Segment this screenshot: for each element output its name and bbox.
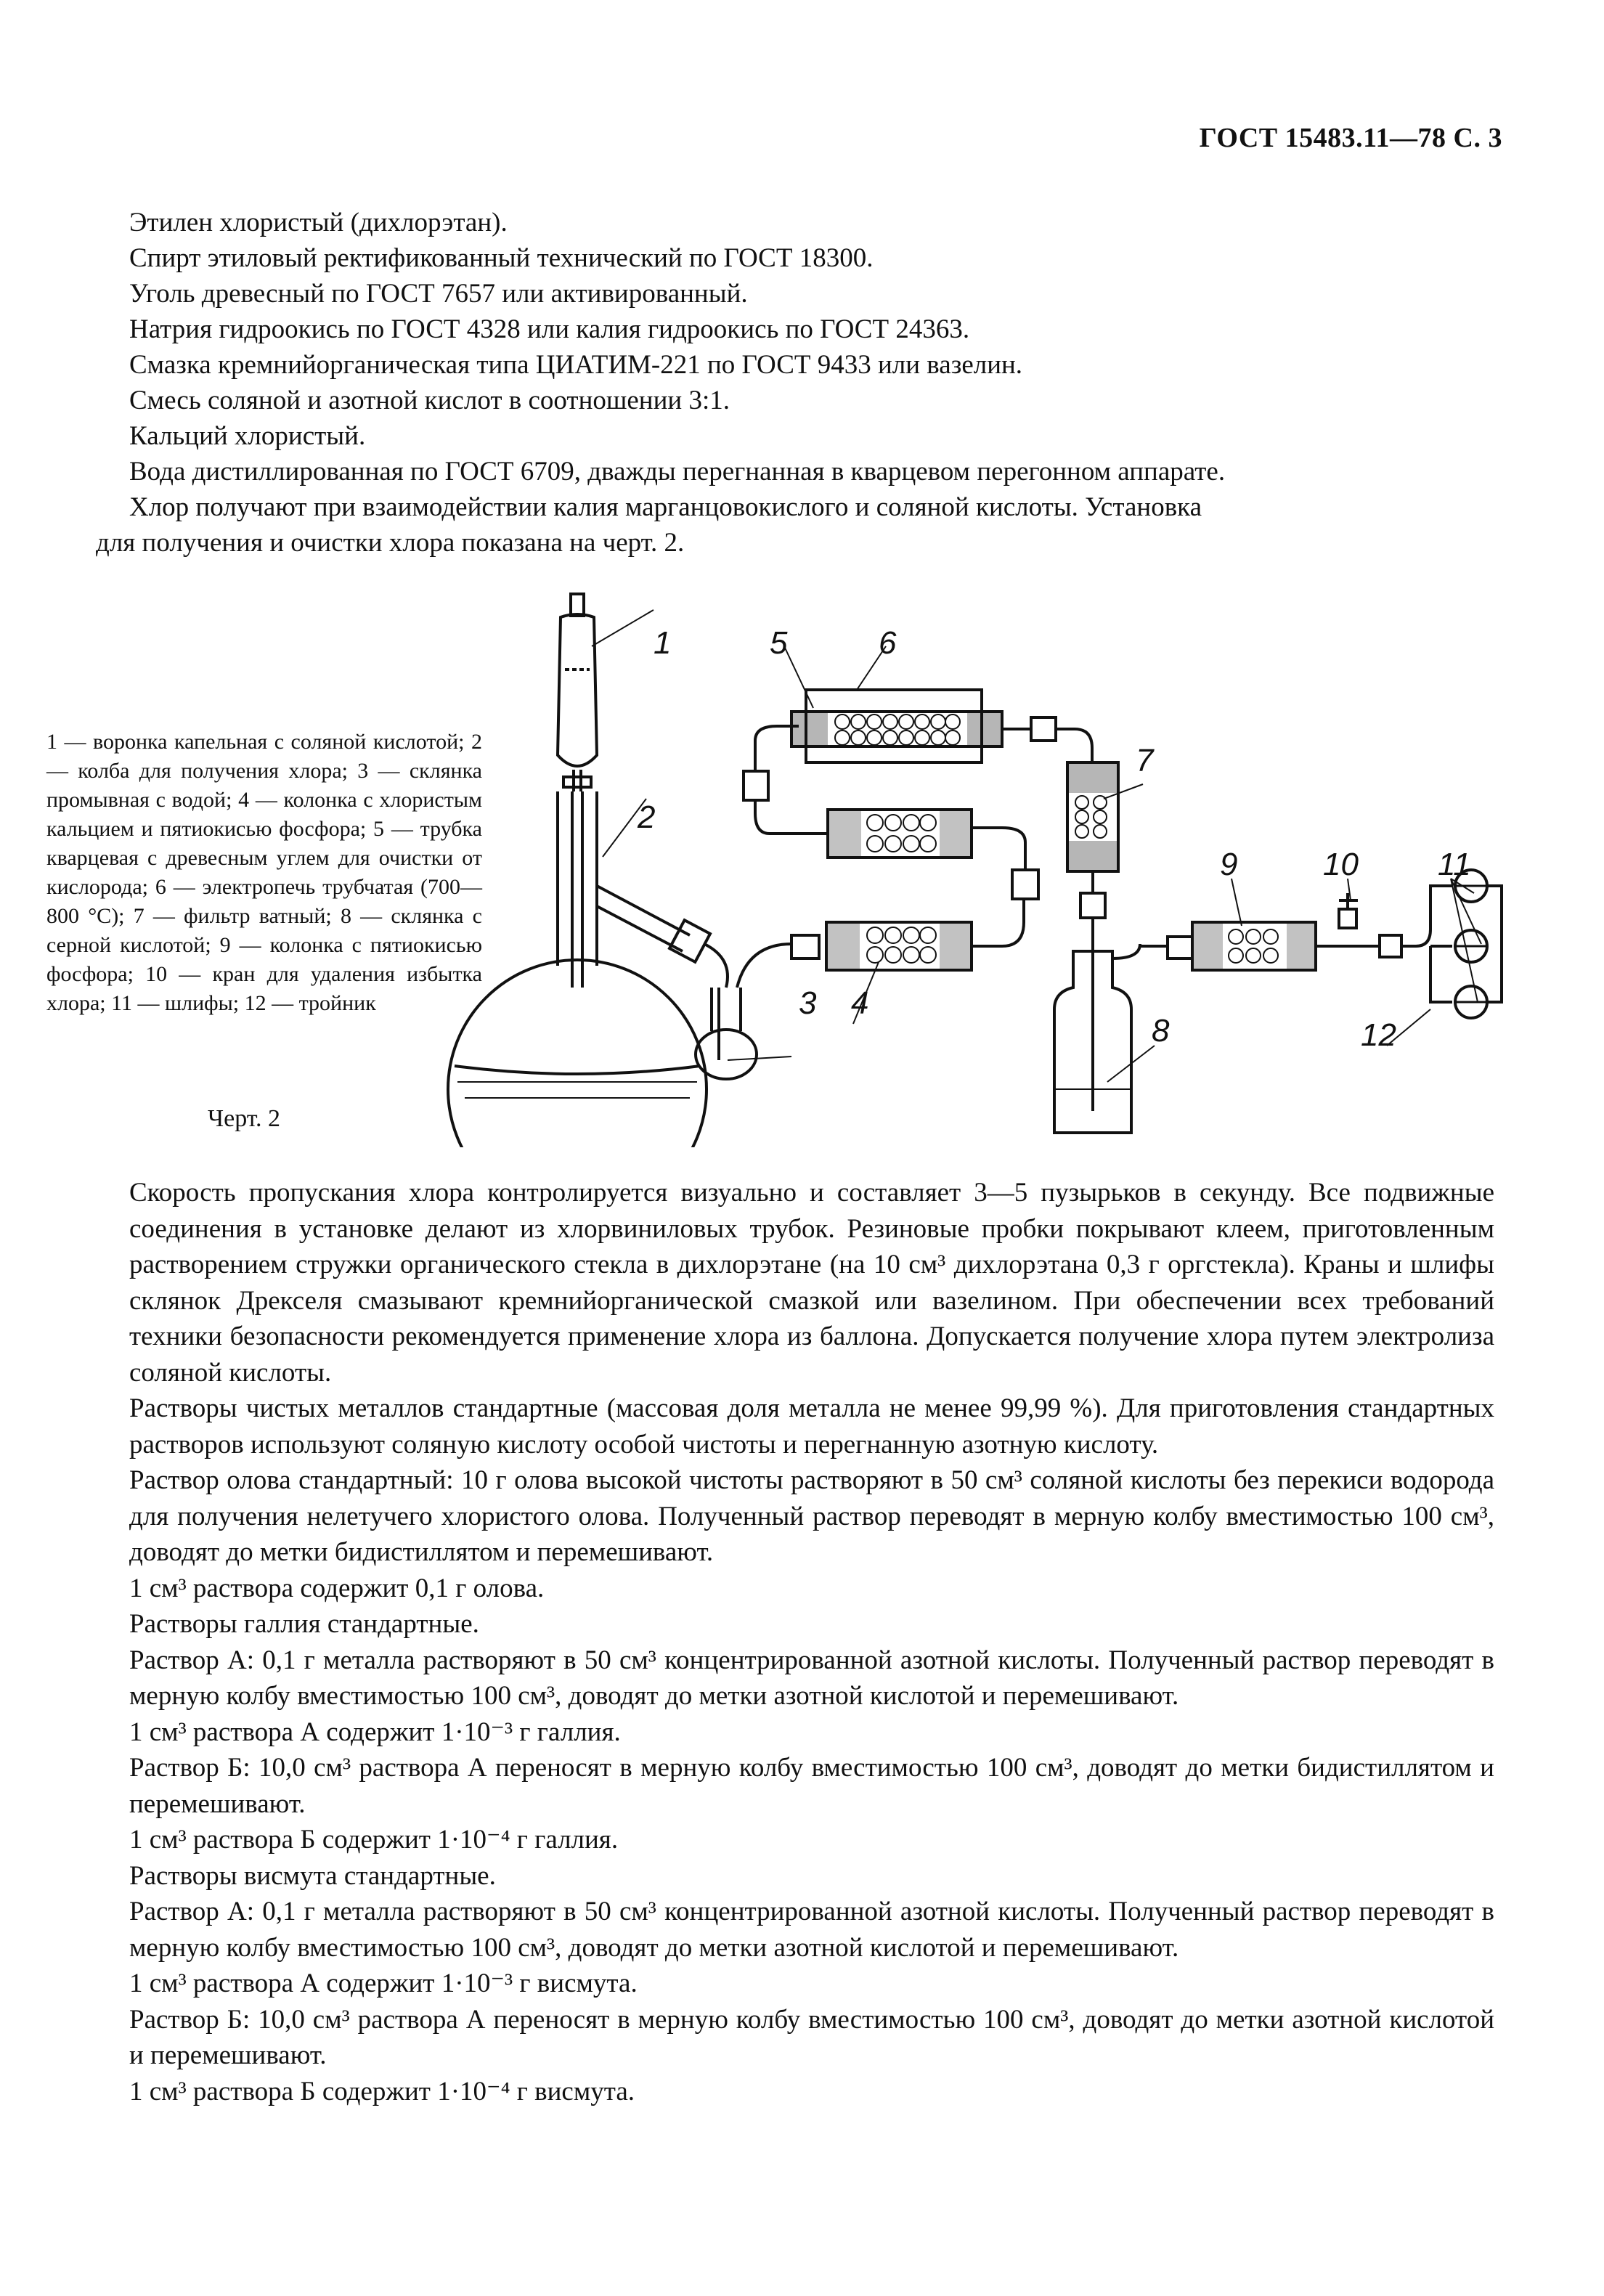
wash-bottle	[696, 1030, 757, 1079]
figure-caption: Черт. 2	[208, 1105, 281, 1132]
figure-legend: 1 — воронка капельная с соляной кислотой; 2 — колба для получения хлора; 3 — склянка промывная с водой; 4 — колонка с хлористым кальцием и пятиокисью фосфора; 5 — трубка кварцевая с древесным углем для очистки от кислорода; 6 — электропечь трубчатая (700—800 °С); 7 — фильтр ватный; 8 — склянка с серной кислотой; 9 — колонка с пятиокисью фосфора; 10 — кран для удаления избытка хлора; 11 — шлифы; 12 — тройник	[46, 730, 482, 1015]
material-item: Этилен хлористый (дихлорэтан).	[129, 208, 508, 237]
label-11: 11	[1438, 847, 1471, 882]
paragraph: Раствор олова стандартный: 10 г олова высокой чистоты растворяют в 50 см³ соляной кислоты без перекиси водорода для получения нелетучего хлористого олова. Полученный раствор переводят в мерную колбу вместимостью 100 см³, доводят до метки бидистиллятом и перемешивают.	[129, 1465, 1494, 1567]
label-7: 7	[1136, 743, 1154, 778]
page-header: ГОСТ 15483.11—78 С. 3	[1199, 123, 1502, 153]
ground-joints	[1455, 870, 1502, 1018]
label-4: 4	[851, 985, 869, 1021]
funnel-stopper	[571, 594, 584, 616]
paragraph: 1 см³ раствора Б содержит 1·10⁻⁴ г галлия.	[129, 1825, 619, 1855]
paragraph: 1 см³ раствора содержит 0,1 г олова.	[129, 1573, 545, 1603]
label-10: 10	[1323, 847, 1359, 882]
material-item: Смесь соляной и азотной кислот в соотношении 3:1.	[129, 386, 730, 415]
dropping-funnel	[558, 614, 597, 766]
material-item: Вода дистиллированная по ГОСТ 6709, дважды перегнанная в кварцевом перегонном аппарате.	[129, 457, 1226, 487]
materials-list	[96, 205, 1494, 561]
material-item: Кальций хлористый.	[129, 421, 366, 451]
body-text	[129, 1175, 1494, 2109]
round-bottom-flask	[448, 960, 707, 1147]
paragraph: Раствор А: 0,1 г металла растворяют в 50 см³ концентрированной азотной кислоты. Полученный раствор переводят в мерную колбу вместимостью 100 см³, доводят до метки азотной кислотой и перемешивают.	[129, 1897, 1494, 1963]
paragraph: Растворы висмута стандартные.	[129, 1860, 496, 1891]
chlorine-intro-line-1: Хлор получают при взаимодействии калия марганцовокислого и соляной кислоты. Установка	[129, 492, 1202, 522]
paragraph: Раствор Б: 10,0 см³ раствора А переносят в мерную колбу вместимостью 100 см³, доводят до метки бидистиллятом и перемешивают.	[129, 1753, 1494, 1819]
material-item: Натрия гидроокись по ГОСТ 4328 или калия гидроокись по ГОСТ 24363.	[129, 314, 970, 344]
stopcock	[1339, 909, 1356, 928]
label-5: 5	[770, 625, 788, 661]
material-item: Уголь древесный по ГОСТ 7657 или активированный.	[129, 279, 748, 309]
label-6: 6	[879, 625, 897, 661]
paragraph: Растворы галлия стандартные.	[129, 1609, 479, 1639]
chlorine-intro-line-2: для получения и очистки хлора показана на черт. 2.	[96, 528, 685, 558]
tube-furnace	[806, 690, 982, 762]
label-3: 3	[799, 985, 817, 1021]
paragraph: Скорость пропускания хлора контролируется визуально и составляет 3—5 пузырьков в секунду. Все подвижные соединения в установке делают из хлорвиниловых трубок. Резиновые пробки покрывают клеем, приготовленным растворением стружки органического стекла в дихлорэтане (на 10 см³ дихлорэтана 0,3 г оргстекла). Краны и шлифы склянок Дрекселя смазывают кремнийорганической смазкой или вазелином. При обеспечении всех требований техники безопасности рекомендуется применение хлора из баллона. Допускается получение хлора путем электролиза соляной кислоты.	[129, 1178, 1494, 1388]
paragraph: Раствор Б: 10,0 см³ раствора А переносят в мерную колбу вместимостью 100 см³, доводят до метки азотной кислотой и перемешивают.	[129, 2004, 1494, 2070]
paragraph: 1 см³ раствора Б содержит 1·10⁻⁴ г висмута.	[129, 2076, 635, 2106]
chlorine-apparatus-diagram	[407, 581, 1510, 1147]
paragraph: 1 см³ раствора А содержит 1·10⁻³ г галлия.	[129, 1717, 621, 1747]
paragraph: Растворы чистых металлов стандартные (массовая доля металла не менее 99,99 %). Для приготовления стандартных растворов используют соляную кислоту особой чистоты и перегнанную азотную кислоту.	[129, 1393, 1494, 1460]
material-item: Смазка кремнийорганическая типа ЦИАТИМ-221 по ГОСТ 9433 или вазелин.	[129, 350, 1023, 380]
paragraph: 1 см³ раствора А содержит 1·10⁻³ г висмута.	[129, 1969, 638, 1998]
label-2: 2	[638, 799, 656, 835]
label-1: 1	[654, 625, 672, 661]
label-8: 8	[1152, 1013, 1170, 1049]
label-12: 12	[1361, 1017, 1396, 1053]
material-item: Спирт этиловый ректификованный технический по ГОСТ 18300.	[129, 243, 874, 273]
paragraph: Раствор А: 0,1 г металла растворяют в 50 см³ концентрированной азотной кислоты. Полученный раствор переводят в мерную колбу вместимостью 100 см³, доводят до метки азотной кислотой и перемешивают.	[129, 1645, 1494, 1711]
label-9: 9	[1220, 847, 1238, 882]
